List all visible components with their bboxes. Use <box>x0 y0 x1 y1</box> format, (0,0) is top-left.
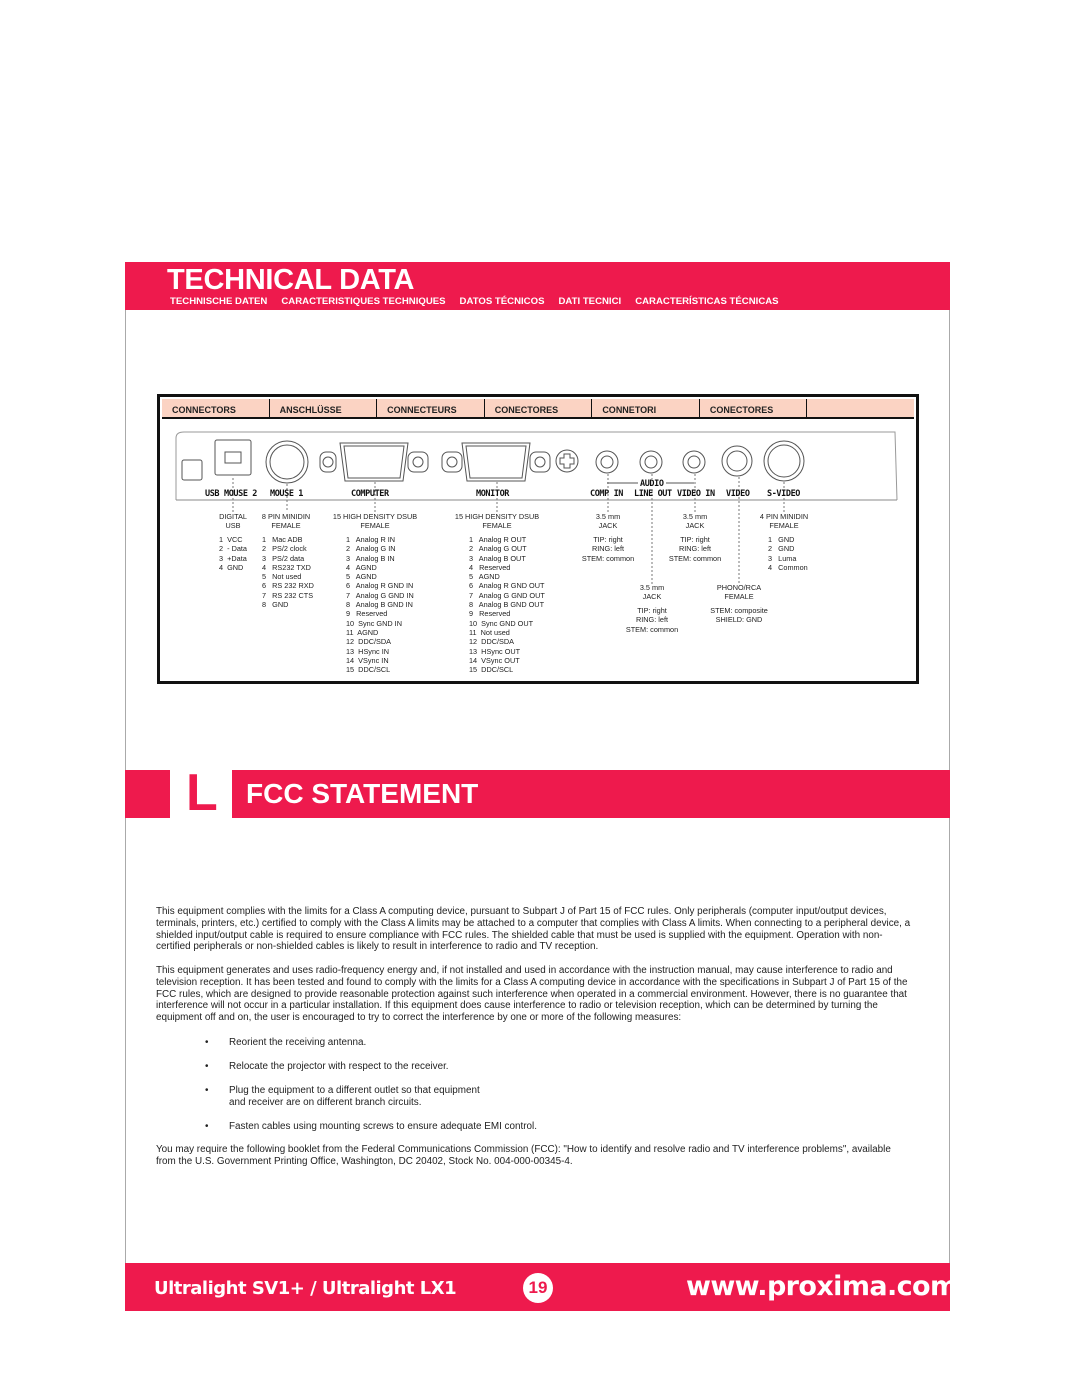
subtitle-pt: CARACTERÍSTICAS TÉCNICAS <box>635 296 779 307</box>
usb-pin-list: 1 VCC 2 - Data 3 +Data 4 GND <box>219 535 247 572</box>
computer-pin-list: 1 Analog R IN 2 Analog G IN 3 Analog B IN 4 AGND 5 AGND 6 Analog R GND IN 7 Analog G GND IN 8 Analog B GND IN 9 Reserved 10 Sync GND IN 11 AGND 12 DDC/SDA 13 HSync IN 14 VSync IN 15 DDC/SCL <box>346 535 414 675</box>
header-cell: CONECTORES <box>700 399 808 417</box>
panel-button <box>182 460 202 480</box>
mouse-port-icon <box>266 441 308 483</box>
bullet-icon: • <box>205 1061 209 1072</box>
port-label-audio: AUDIO <box>640 479 664 489</box>
video-in-pin-list: TIP: right RING: left STEM: common <box>668 535 722 563</box>
port-label-svideo: S-VIDEO <box>767 489 801 499</box>
header-cell: CONNECTEURS <box>377 399 485 417</box>
port-label-monitor: MONITOR <box>476 489 510 499</box>
page-title: TECHNICAL DATA <box>167 264 415 296</box>
comp-in-pin-title: 3.5 mm JACK <box>595 512 621 531</box>
svideo-port-icon <box>764 441 804 481</box>
fcc-left-block <box>125 770 170 818</box>
subtitle-it: DATI TECNICI <box>558 296 622 307</box>
bullet-icon: • <box>205 1121 209 1132</box>
video-pin-list: STEM: composite SHIELD: GND <box>710 606 768 625</box>
video-pin-title: PHONO/RCA FEMALE <box>716 583 762 602</box>
port-label-computer: COMPUTER <box>351 489 389 499</box>
port-label-video: VIDEO <box>726 489 750 499</box>
line-out-pin-title: 3.5 mm JACK <box>639 583 665 602</box>
monitor-pin-title: 15 HIGH DENSITY DSUB FEMALE <box>454 512 540 531</box>
mouse-pin-list: 1 Mac ADB 2 PS/2 clock 3 PS/2 data 4 RS232 TXD 5 Not used 6 RS 232 RXD 7 RS 232 CTS 8 GND <box>262 535 314 610</box>
fcc-title: FCC STATEMENT <box>246 778 479 809</box>
footer-product: Ultralight SV1+ / Ultralight LX1 <box>154 1278 457 1299</box>
footer-url[interactable]: www.proxima.com <box>686 1271 958 1302</box>
svideo-pin-title: 4 PIN MINIDIN FEMALE <box>759 512 809 531</box>
subtitle-es: DATOS TÉCNICOS <box>459 296 545 307</box>
comp-in-jack-icon <box>596 451 618 473</box>
comp-in-pin-list: TIP: right RING: left STEM: common <box>581 535 635 563</box>
header-cell: ANSCHLÜSSE <box>270 399 378 417</box>
subtitle-fr: CARACTERISTIQUES TECHNIQUES <box>281 296 446 307</box>
mouse-pin-title: 8 PIN MINIDIN FEMALE <box>261 512 311 531</box>
screw-icon <box>556 450 578 472</box>
usb-pin-title: DIGITAL USB <box>219 512 247 531</box>
header-cell: CONNECTORS <box>162 399 270 417</box>
port-label-comp-in: COMP IN <box>590 489 624 499</box>
header-cell: CONECTORES <box>485 399 593 417</box>
port-label-mouse1: MOUSE 1 <box>270 489 304 499</box>
svideo-pin-list: 1 GND 2 GND 3 Luma 4 Common <box>768 535 808 572</box>
bullet-item: Relocate the projector with respect to the receiver. <box>229 1061 449 1072</box>
computer-port-icon <box>344 446 404 478</box>
monitor-pin-list: 1 Analog R OUT 2 Analog G OUT 3 Analog B OUT 4 Reserved 5 AGND 6 Analog R GND OUT 7 Analog G GND OUT 8 Analog B GND OUT 9 Reserved 10 Sync GND OUT 11 Not used 12 DDC/SDA 13 HSync OUT 14 VSync OUT 15 DDC/SCL <box>469 535 545 675</box>
subtitle-de: TECHNISCHE DATEN <box>170 296 268 307</box>
monitor-port-icon <box>466 446 526 478</box>
fcc-paragraph: You may require the following booklet from the Federal Communications Commission (FCC): "How to identify and resolve radio and TV interference problems", available from the U.S. Government Printing Office, Washington, DC 20402, Stock No. 004-000-00345-4. <box>156 1144 891 1167</box>
video-in-jack-icon <box>683 451 705 473</box>
bullet-icon: • <box>205 1037 209 1048</box>
video-in-pin-title: 3.5 mm JACK <box>682 512 708 531</box>
line-out-pin-list: TIP: right RING: left STEM: common <box>625 606 679 634</box>
port-label-video-in: VIDEO IN <box>677 489 715 499</box>
computer-pin-title: 15 HIGH DENSITY DSUB FEMALE <box>332 512 418 531</box>
port-label-mouse2: MOUSE 2 <box>224 489 258 499</box>
bullet-item: Fasten cables using mounting screws to ensure adequate EMI control. <box>229 1121 537 1132</box>
fcc-paragraph: This equipment generates and uses radio-frequency energy and, if not installed and used in accordance with the instruction manual, may cause interference to radio and television reception. It has been tested and found to comply with the limits for a Class A computing device in accordance with the specifications in Subpart J of Part 15 of the FCC rules, which are designed to provide reasonable protection against such interference when operated in a commercial environment. However, there is no guarantee that interference will not occur in a particular installation. If this equipment does cause interference to radio or television reception, which can be determined by turning the equipment off and on, the user is encouraged to try to correct the interference by one or more of the following measures: <box>156 965 908 1024</box>
port-label-line-out: LINE OUT <box>634 489 672 499</box>
line-out-jack-icon <box>640 451 662 473</box>
fcc-section-letter: L <box>186 764 218 822</box>
page-number: 19 <box>523 1273 553 1303</box>
usb-port-icon <box>215 440 251 475</box>
header-cell: CONNETORI <box>592 399 700 417</box>
bullet-item: Reorient the receiving antenna. <box>229 1037 367 1048</box>
fcc-paragraph: This equipment complies with the limits for a Class A computing device, pursuant to Subpart J of Part 15 of FCC rules. Only peripherals (computer input/output devices, terminals, printers, etc.) certified to comply with the Class A limits may be attached to a computer that complies with Class A limits. When connecting to a peripheral device, a shielded input/output cable is required to ensure compliance with FCC rules. The shielded cable that must be used is supplied with the equipment. Operation with non-certified peripherals or non-shielded cables is likely to result in interference to radio and TV reception. <box>156 906 911 953</box>
port-label-usb: USB <box>205 489 220 499</box>
bullet-item: Plug the equipment to a different outlet so that equipment and receiver are on different branch circuits. <box>229 1085 480 1108</box>
bullet-icon: • <box>205 1085 209 1096</box>
